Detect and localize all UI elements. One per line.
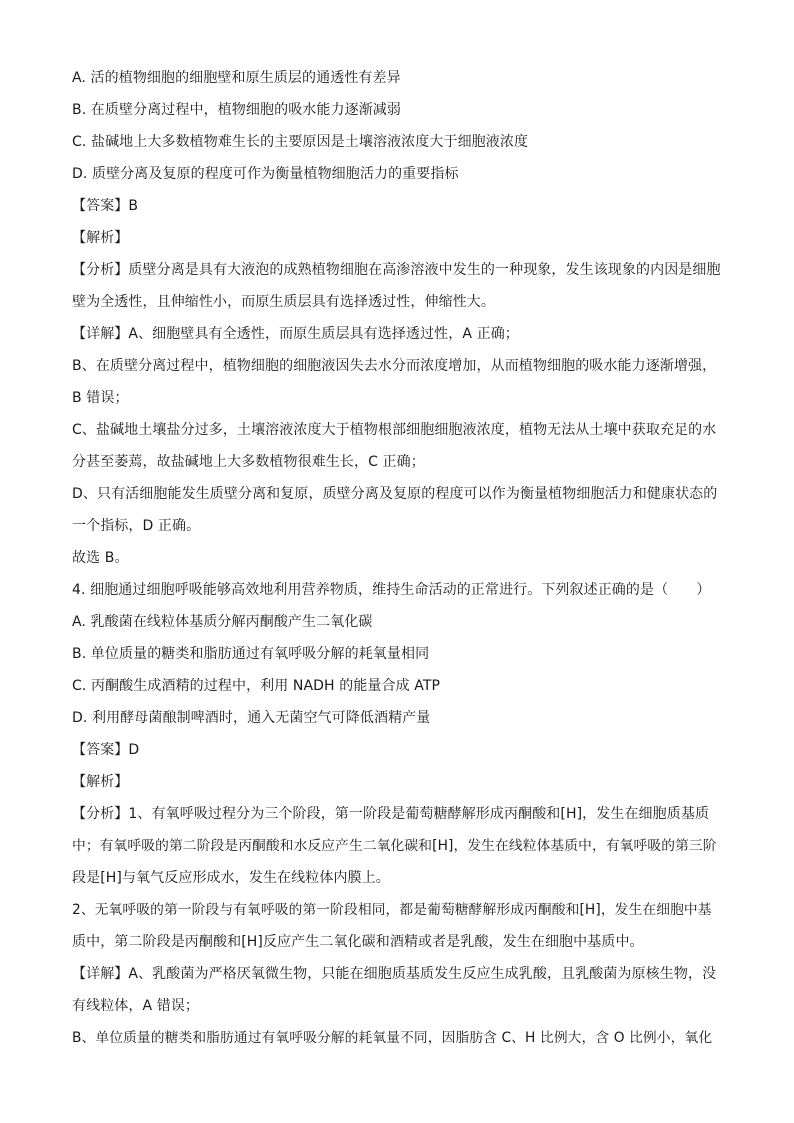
fenxi-tag: 【分析】 bbox=[72, 806, 129, 822]
q4-option-d: D. 利用酵母菌酿制啤酒时，通入无菌空气可降低酒精产量 bbox=[72, 710, 431, 726]
q4-fenxi-line-1 bbox=[72, 798, 722, 830]
q3-xiangjie-d-1: D、只有活细胞能发生质壁分离和复原，质壁分离及复原的程度可以作为衡量植物细胞活力和健康状态的 bbox=[72, 486, 718, 502]
fenxi-text: 质壁分离是具有大液泡的成熟植物细胞在高渗溶液中发生的一种现象，发生该现象的内因是细胞 bbox=[128, 262, 721, 278]
fenxi-text: 1、有氧呼吸过程分为三个阶段，第一阶段是葡萄糖酵解形成丙酮酸和[H]，发生在细胞质基质 bbox=[128, 806, 710, 822]
q3-xiangjie-c-1: C、盐碱地土壤盐分过多，土壤溶液浓度大于植物根部细胞细胞液浓度，植物无法从土壤中获取充足的水 bbox=[72, 422, 717, 438]
q3-xiangjie-d-2: 一个指标，D 正确。 bbox=[72, 518, 201, 534]
q3-option-b: B. 在质壁分离过程中，植物细胞的吸水能力逐渐减弱 bbox=[72, 102, 402, 118]
q4-answer bbox=[72, 734, 722, 766]
q3-xiangjie-b-1: B、在质壁分离过程中，植物细胞的细胞液因失去水分而浓度增加，从而植物细胞的吸水能力逐渐增强， bbox=[72, 358, 717, 374]
q4-xiangjie-a-1 bbox=[72, 958, 722, 990]
q3-xiangjie-a bbox=[72, 318, 722, 350]
xiangjie-tag: 【详解】 bbox=[72, 326, 129, 342]
q4-option-b: B. 单位质量的糖类和脂肪通过有氧呼吸分解的耗氧量相同 bbox=[72, 646, 430, 662]
q3-conclusion: 故选 B。 bbox=[72, 550, 129, 566]
answer-tag: 【答案】 bbox=[72, 198, 129, 214]
xiangjie-tag: 【详解】 bbox=[72, 966, 129, 982]
q4-xiangjie-a-2: 有线粒体，A 错误； bbox=[72, 998, 200, 1014]
q3-xiangjie-c-2: 分甚至萎蔫，故盐碱地上大多数植物很难生长，C 正确； bbox=[72, 454, 425, 470]
xiangjie-text: A、细胞壁具有全透性，而原生质层具有选择透过性，A 正确； bbox=[128, 326, 519, 342]
fenxi-tag: 【分析】 bbox=[72, 262, 129, 278]
q3-xiangjie-b-2: B 错误； bbox=[72, 390, 129, 406]
q4-option-a: A. 乳酸菌在线粒体基质分解丙酮酸产生二氧化碳 bbox=[72, 614, 373, 630]
document-page bbox=[72, 62, 722, 1054]
q3-answer bbox=[72, 190, 722, 222]
q3-option-c: C. 盐碱地上大多数植物难生长的主要原因是土壤溶液浓度大于细胞液浓度 bbox=[72, 134, 529, 150]
q3-analysis-heading: 【解析】 bbox=[72, 230, 129, 246]
q4-fenxi-line-5: 质中，第二阶段是丙酮酸和[H]反应产生二氧化碳和酒精或者是乳酸，发生在细胞中基质中。 bbox=[72, 934, 644, 950]
xiangjie-text: A、乳酸菌为严格厌氧微生物，只能在细胞质基质发生反应生成乳酸，且乳酸菌为原核生物，没 bbox=[128, 966, 717, 982]
q4-fenxi-line-4: 2、无氧呼吸的第一阶段与有氧呼吸的第一阶段相同，都是葡萄糖酵解形成丙酮酸和[H]，发生在细胞中基 bbox=[72, 902, 712, 918]
q3-option-d: D. 质壁分离及复原的程度可作为衡量植物细胞活力的重要指标 bbox=[72, 166, 459, 182]
answer-value: D bbox=[128, 742, 140, 758]
q4-xiangjie-b-1: B、单位质量的糖类和脂肪通过有氧呼吸分解的耗氧量不同，因脂肪含 C、H 比例大，含 O 比例小，氧化 bbox=[72, 1030, 713, 1046]
q4-fenxi-line-2: 中；有氧呼吸的第二阶段是丙酮酸和水反应产生二氧化碳和[H]，发生在线粒体基质中，有氧呼吸的第三阶 bbox=[72, 838, 717, 854]
q3-option-a: A. 活的植物细胞的细胞壁和原生质层的通透性有差异 bbox=[72, 70, 401, 86]
q4-analysis-heading: 【解析】 bbox=[72, 774, 129, 790]
answer-value: B bbox=[128, 198, 139, 214]
q3-fenxi-line-2: 壁为全透性，且伸缩性小，而原生质层具有选择透过性，伸缩性大。 bbox=[72, 294, 495, 310]
answer-tag: 【答案】 bbox=[72, 742, 129, 758]
q4-stem: 4. 细胞通过细胞呼吸能够高效地利用营养物质，维持生命活动的正常进行。下列叙述正确的是（ ） bbox=[72, 582, 711, 598]
q3-fenxi-line-1 bbox=[72, 254, 722, 286]
q4-fenxi-line-3: 段是[H]与氧气反应形成水，发生在线粒体内膜上。 bbox=[72, 870, 390, 886]
q4-option-c: C. 丙酮酸生成酒精的过程中，利用 NADH 的能量合成 ATP bbox=[72, 678, 441, 694]
